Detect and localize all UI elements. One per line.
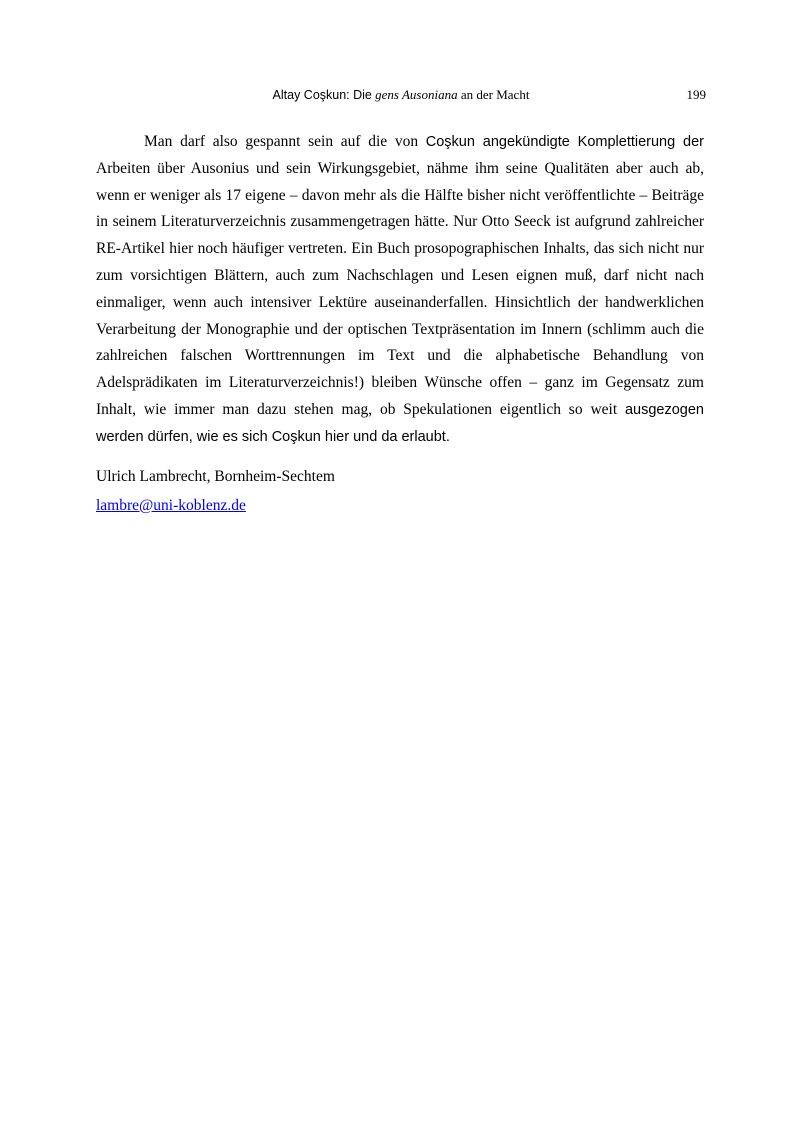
running-head xyxy=(96,86,706,104)
author-email-link[interactable]: lambre@uni-koblenz.de xyxy=(96,497,246,514)
page-number: 199 xyxy=(686,87,706,102)
review-paragraph xyxy=(96,129,704,451)
paragraph-segment-2: Coşkun angekündigte Komplettierung der xyxy=(425,134,704,150)
paragraph-segment-3: Arbeiten über Ausonius und sein Wirkungsgebiet, nähme ihm seine Qualitäten aber auch ab, wenn er weniger als 17 eigene – davon mehr als die Hälfte bisher nicht veröffentlichte – Beiträge in seinem Literaturverzeichnis zusammengetragen hätte. Nur Otto Seeck ist aufgrund zahlreicher RE-Artikel hier noch häufiger vertreten. Ein Buch prosopographischen Inhalts, das sich nicht nur zum vorsichtigen Blättern, auch zum Nachschlagen und Lesen eignen muß, darf nicht nach einmaliger, wenn auch intensiver Lektüre auseinanderfallen. Hinsichtlich der handwerklichen Verarbeitung der Monographie und der optischen Textpräsentation im Innern (schlimm auch die zahlreichen falschen Worttrennungen im Text und die alphabetische Behandlung von Adelsprädikaten im Literaturverzeichnis!) bleiben Wünsche offen – ganz im Gegensatz zum Inhalt, wie immer man dazu stehen mag, ob Spekulationen eigentlich so weit xyxy=(96,159,704,418)
running-title-rest: an der Macht xyxy=(460,87,530,102)
running-title-italic: gens Ausoniana xyxy=(375,87,458,102)
running-title-author: Altay Coşkun: Die xyxy=(272,88,372,102)
running-title xyxy=(96,86,706,104)
paragraph-segment-1: Man darf also gespannt sein auf die von xyxy=(144,133,426,150)
paragraph-segment-4: ausgezogen werden dürfen, wie es sich Coşkun hier und da erlaubt. xyxy=(96,401,704,445)
author-signature: Ulrich Lambrecht, Bornheim-Sechtem xyxy=(96,468,335,485)
